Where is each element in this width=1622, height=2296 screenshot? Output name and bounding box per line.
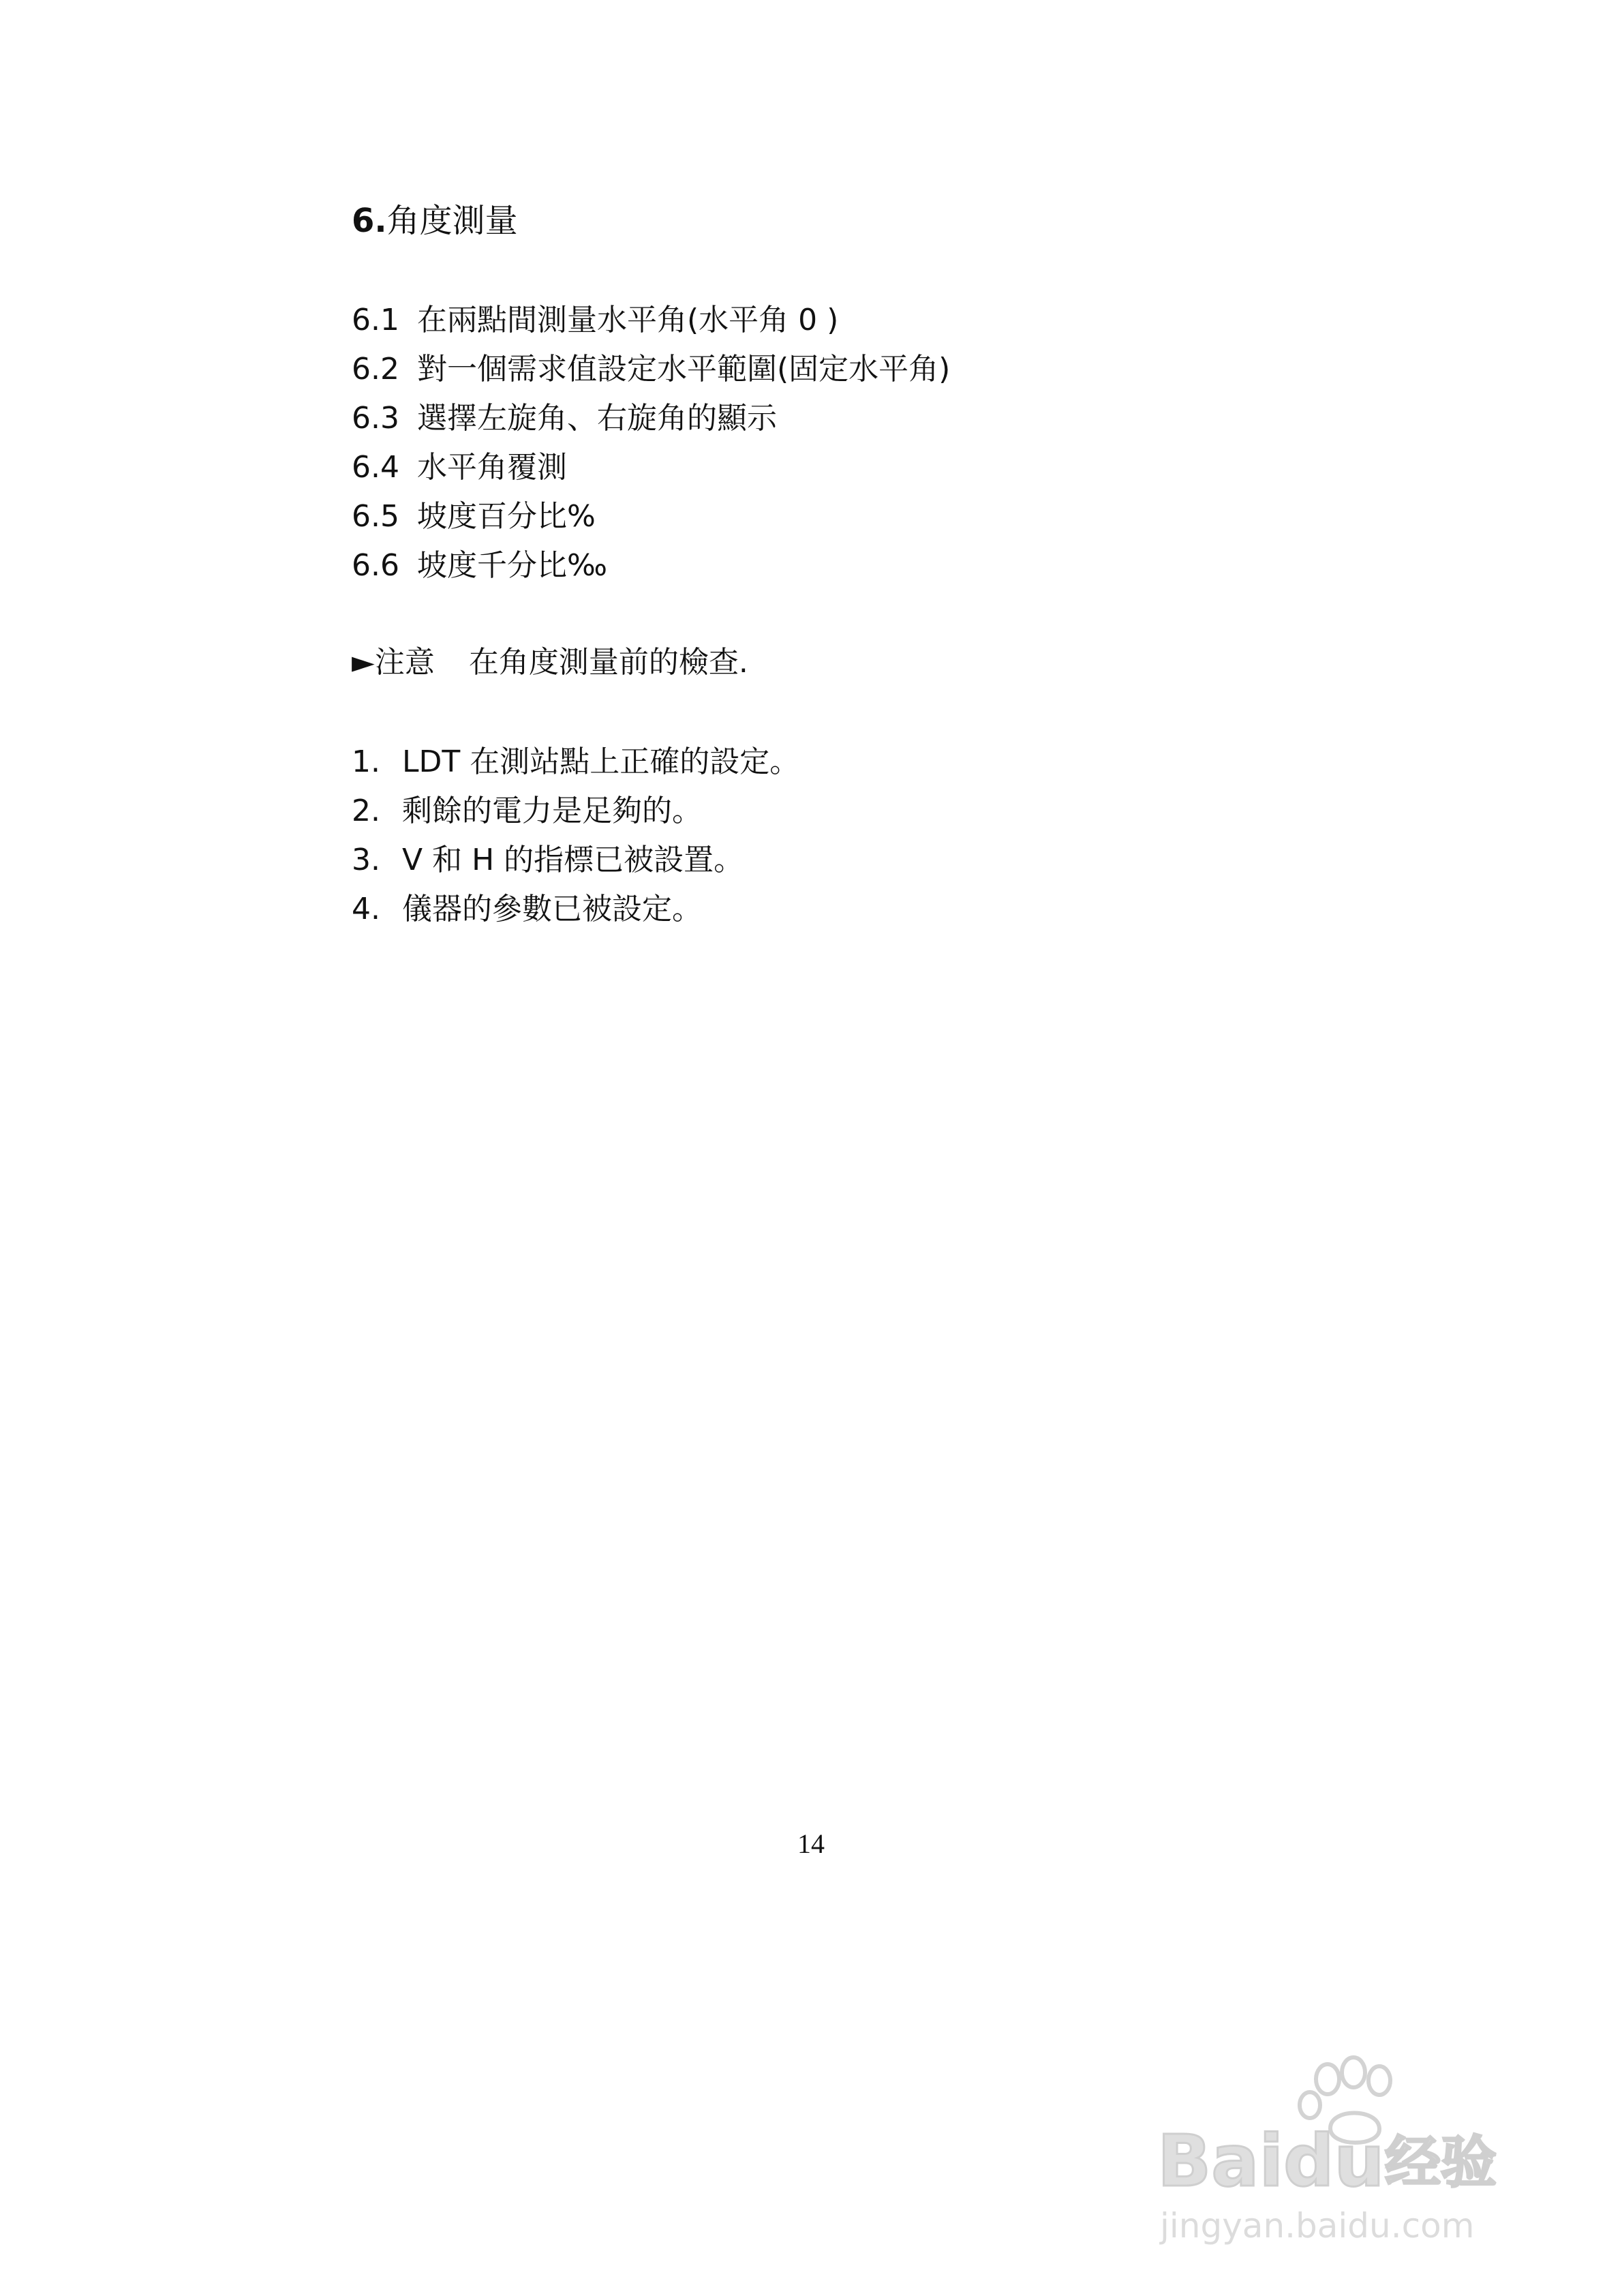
- list-item: [352, 541, 950, 590]
- item-index: 6.3: [352, 401, 399, 436]
- watermark-brand-cn: 经验: [1385, 2130, 1497, 2195]
- checklist: [352, 738, 799, 934]
- item-index: 6.6: [352, 548, 399, 583]
- note-label: ►注意: [352, 645, 435, 680]
- item-index: 6.4: [352, 450, 399, 485]
- list-item: [352, 443, 950, 492]
- list-item: [352, 885, 799, 934]
- item-text: LDT 在測站點上正確的設定。: [402, 744, 800, 779]
- watermark-url: jingyan.baidu.com: [1160, 2206, 1475, 2246]
- item-index: 4.: [352, 892, 380, 926]
- page-number: 14: [797, 1828, 825, 1859]
- section-title: 角度測量: [386, 202, 518, 240]
- note-text: 在角度測量前的檢查.: [468, 645, 748, 680]
- watermark-graphic: [1152, 2052, 1540, 2250]
- item-text: 坡度千分比‰: [417, 548, 608, 583]
- item-index: 6.2: [352, 352, 399, 387]
- item-text: 水平角覆測: [417, 450, 567, 485]
- baidu-watermark: [1152, 2052, 1540, 2250]
- list-item: [352, 787, 799, 836]
- subsection-list: [352, 296, 950, 590]
- section-heading: [352, 199, 518, 243]
- item-index: 1.: [352, 744, 380, 779]
- item-text: 在兩點間測量水平角(水平角 0 ): [417, 303, 839, 337]
- list-item: [352, 394, 950, 443]
- item-text: 選擇左旋角、右旋角的顯示: [417, 401, 777, 436]
- item-index: 2.: [352, 794, 380, 828]
- item-text: 儀器的參數已被設定。: [402, 892, 702, 926]
- list-item: [352, 492, 950, 541]
- item-index: 3.: [352, 843, 380, 877]
- watermark-brand: Baidu: [1157, 2119, 1385, 2203]
- item-index: 6.1: [352, 303, 399, 337]
- list-item: [352, 345, 950, 394]
- watermark-wordmark: [1157, 2119, 1497, 2203]
- item-text: V 和 H 的指標已被設置。: [402, 843, 744, 877]
- list-item: [352, 296, 950, 345]
- note: [352, 641, 748, 684]
- list-item: [352, 738, 799, 787]
- list-item: [352, 836, 799, 885]
- item-text: 坡度百分比%: [417, 499, 596, 534]
- item-index: 6.5: [352, 499, 399, 534]
- item-text: 對一個需求值設定水平範圍(固定水平角): [417, 352, 951, 387]
- section-number: 6.: [352, 202, 387, 240]
- item-text: 剩餘的電力是足夠的。: [402, 794, 702, 828]
